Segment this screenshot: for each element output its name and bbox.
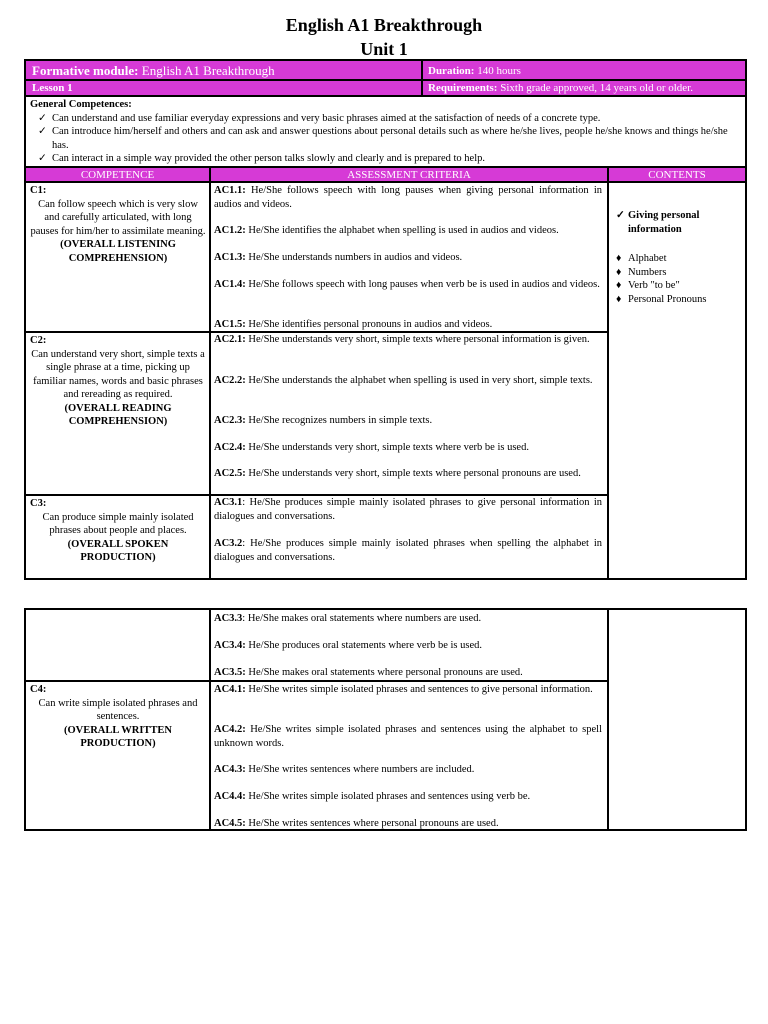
competence-c4: C4: Can write simple isolated phrases and sentences. (OVERALL WRITTEN PRODUCTION)	[30, 684, 198, 749]
column-header-contents: CONTENTS	[609, 168, 745, 182]
criterion-ac3-4: AC3.4: He/She produces oral statements where verb be is used.	[214, 640, 482, 651]
criterion-ac4-1: AC4.1: He/She writes simple isolated phrases and sentences to give personal information.	[214, 684, 593, 695]
check-icon: ✓	[38, 153, 47, 164]
duration-value: 140 hours	[477, 65, 521, 77]
competence-c2: C2: Can understand very short, simple texts a single phrase at a time, picking up familiar names, words and basic phrases and rereading as required. (OVERALL READING COMPREHENSION)	[30, 335, 205, 427]
criterion-ac2-3: AC2.3: He/She recognizes numbers in simple texts.	[214, 415, 433, 426]
duration-cell	[428, 63, 521, 79]
criterion-ac2-5: AC2.5: He/She understands very short, simple texts where personal pronouns are used.	[214, 468, 581, 479]
check-icon: ✓	[38, 126, 47, 137]
lesson-label: Lesson 1	[32, 82, 73, 94]
duration-label: Duration:	[428, 65, 475, 77]
criterion-ac1-2: AC1.2: He/She identifies the alphabet when spelling is used in audios and videos.	[214, 225, 559, 236]
criterion-ac3-5: AC3.5: He/She makes oral statements where personal pronouns are used.	[214, 667, 523, 678]
general-competence-item: ✓ Can introduce him/herself and others and can ask and answer questions about personal details such as where he/she lives, people he/she knows and things he/she has.	[38, 126, 728, 151]
document-title: English A1 Breakthrough	[285, 15, 483, 35]
diamond-bullet-icon: ♦	[616, 293, 622, 305]
requirements-value: Sixth grade approved, 14 years old or older.	[500, 82, 693, 94]
contents-item: ♦ Verb "to be"	[616, 280, 680, 291]
divider	[607, 166, 609, 578]
criterion-ac2-4: AC2.4: He/She understands very short, simple texts where verb be is used.	[214, 442, 529, 453]
criterion-ac4-5: AC4.5: He/She writes sentences where personal pronouns are used.	[214, 818, 499, 829]
syllabus-table-page2	[24, 608, 747, 831]
check-icon: ✓	[38, 112, 47, 124]
contents-item: ♦ Alphabet	[616, 253, 667, 264]
general-competences	[30, 98, 742, 166]
criterion-ac3-1: AC3.1: He/She produces simple mainly isolated phrases to give personal information in dialogues and conversations.	[214, 497, 602, 522]
competence-c3: C3: Can produce simple mainly isolated phrases about people and places. (OVERALL SPOKEN PRODUCTION)	[30, 498, 194, 563]
diamond-bullet-icon: ♦	[616, 253, 622, 264]
divider	[26, 181, 745, 183]
contents-cell	[616, 209, 741, 306]
module-row	[26, 61, 745, 81]
general-competence-item: ✓ Can interact in a simple way provided the other person talks slowly and clearly and is prepared to help.	[38, 153, 485, 164]
criterion-ac2-2: AC2.2: He/She understands the alphabet when spelling is used in very short, simple texts.	[214, 375, 593, 386]
criterion-ac3-2: AC3.2: He/She produces simple mainly isolated phrases when spelling the alphabet in dialogues and conversations.	[214, 538, 602, 563]
criterion-ac4-2: AC4.2: He/She writes simple isolated phrases and sentences using the alphabet to spell unknown words.	[214, 724, 602, 749]
column-header-criteria: ASSESSMENT CRITERIA	[211, 168, 607, 182]
lesson-row	[26, 81, 745, 96]
divider	[209, 166, 211, 578]
criterion-ac1-4: AC1.4: He/She follows speech with long pauses when verb be is used in audios and videos.	[214, 279, 600, 290]
diamond-bullet-icon: ♦	[616, 280, 622, 291]
criterion-ac2-1: AC2.1: He/She understands very short, simple texts where personal information is given.	[214, 334, 590, 345]
general-competence-item: ✓ Can understand and use familiar everyday expressions and very basic phrases aimed at the satisfaction of needs of a concrete type.	[38, 112, 601, 124]
divider	[26, 95, 745, 97]
criterion-ac4-4: AC4.4: He/She writes simple isolated phrases and sentences using verb be.	[214, 791, 531, 802]
check-icon: ✓	[616, 210, 625, 221]
criterion-ac1-5: AC1.5: He/She identifies personal pronouns in audios and videos.	[214, 319, 493, 330]
contents-heading: ✓ Giving personal information	[616, 210, 700, 235]
criterion-ac1-1: AC1.1: He/She follows speech with long pauses when giving personal information in audios and videos.	[214, 185, 602, 210]
module-value: English A1 Breakthrough	[141, 63, 275, 78]
syllabus-table-page1	[24, 59, 747, 580]
general-competences-heading: General Competences:	[30, 99, 132, 110]
column-header-competence: COMPETENCE	[26, 168, 209, 182]
unit-title: Unit 1	[360, 39, 408, 59]
contents-item: ♦ Numbers	[616, 266, 667, 278]
requirements-label: Requirements:	[428, 82, 498, 94]
competence-c1: C1: Can follow speech which is very slow and carefully articulated, with long pauses for him/her to assimilate meaning. (OVERALL LISTENING COMPREHENSION)	[30, 185, 206, 264]
criterion-ac3-3: AC3.3: He/She makes oral statements where numbers are used.	[214, 613, 482, 624]
diamond-bullet-icon: ♦	[616, 266, 622, 278]
criterion-ac4-3: AC4.3: He/She writes sentences where numbers are included.	[214, 764, 475, 775]
module-cell	[32, 63, 275, 79]
divider	[607, 610, 609, 829]
divider	[209, 610, 211, 829]
contents-item: ♦ Personal Pronouns	[616, 293, 707, 305]
criterion-ac1-3: AC1.3: He/She understands numbers in audios and videos.	[214, 252, 463, 263]
divider	[26, 680, 609, 682]
divider	[421, 61, 423, 96]
module-label: Formative module:	[32, 63, 139, 78]
requirements-cell	[428, 81, 693, 95]
